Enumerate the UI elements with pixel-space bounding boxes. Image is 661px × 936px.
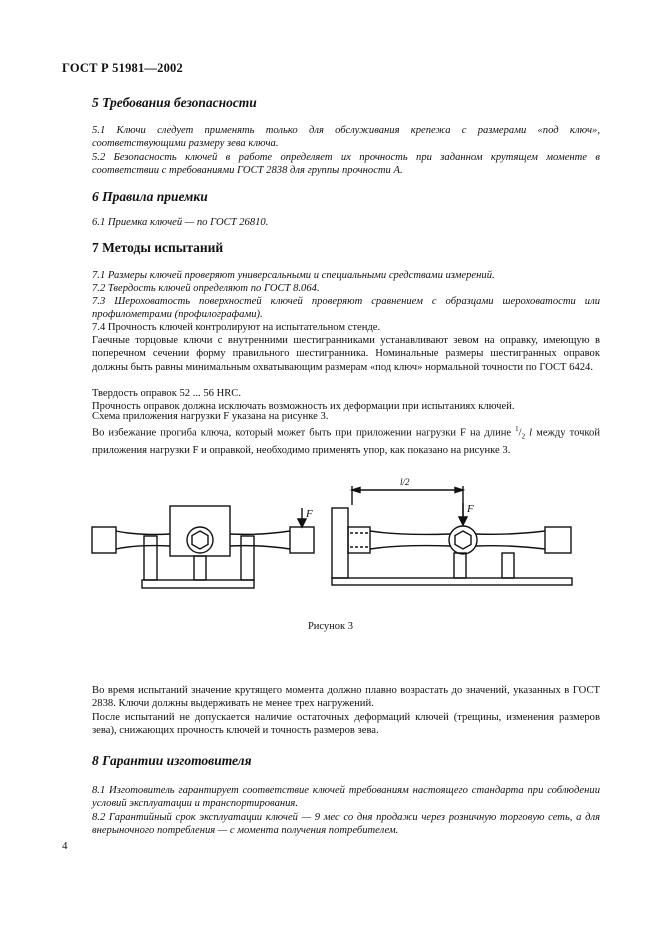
force-label-right: F (467, 503, 474, 515)
para-7-4-scheme: Схема приложения нагрузки F указана на рисунке 3. (92, 411, 329, 422)
para-6-1: 6.1 Приемка ключей — по ГОСТ 26810. (92, 217, 269, 228)
avoid-text-b: между точкой приложения нагрузки F и оправкой, необходимо применять упор, как показано на рисунке 3. (92, 427, 601, 457)
force-label-left: F (306, 508, 313, 520)
page-number: 4 (62, 840, 68, 852)
fraction-denominator: 2 (521, 432, 526, 441)
para-5-1: 5.1 Ключи следует применять только для обслуживания крепежа с размерами «под ключ», соответствующими размеру зева ключа. (92, 125, 600, 150)
document-header: ГОСТ Р 51981—2002 (62, 61, 183, 75)
para-7-deform: После испытаний не допускается наличие остаточных деформаций ключей (трещины, изменения размеров зева), снижающих прочность ключей и точность размеров зева. (92, 712, 600, 737)
para-7-4-strength: Прочность оправок должна исключать возможность их деформации при испытаниях ключей. (92, 401, 515, 412)
right-stand-view (332, 486, 572, 585)
para-8-1: 8.1 Изготовитель гарантирует соответствие ключей требованиям настоящего стандарта при соблюдении условий эксплуатации и транспортирования. (92, 785, 600, 810)
para-5-2: 5.2 Безопасность ключей в работе определяет их прочность при заданном крутящем моменте в соответствии с требованиями ГОСТ 2838 для группы прочности А. (92, 152, 600, 177)
figure-caption: Рисунок 3 (307, 621, 354, 632)
fraction-numerator: 1 (515, 425, 519, 433)
para-7-2: 7.2 Твердость ключей определяют по ГОСТ 8.064. (92, 283, 320, 294)
section-8-title: 8 Гарантии изготовителя (92, 753, 252, 768)
left-stand-view (92, 506, 314, 588)
para-7-4-hardness: Твердость оправок 52 ... 56 HRC. (92, 388, 242, 399)
para-7-4: 7.4 Прочность ключей контролируют на испытательном стенде. (92, 322, 381, 333)
length-var: l (529, 427, 533, 439)
para-7-torque: Во время испытаний значение крутящего момента должно плавно возрастать до значений, указанных в ГОСТ 2838. Ключи должны выдерживать не менее трех нагружений. (92, 685, 600, 710)
dimension-label: l/2 (400, 477, 410, 487)
para-7-3: 7.3 Шероховатость поверхностей ключей проверяют сравнением с образцами шероховатости или профилометрами (профилографами). (92, 296, 600, 321)
avoid-text-a: Во избежание прогиба ключа, который может быть при приложении нагрузки F на длине (92, 427, 516, 439)
section-7-title: 7 Методы испытаний (92, 240, 224, 255)
para-7-4-hex: Гаечные торцовые ключи с внутренними шестигранниками устанавливают зевом на оправку, имеющую в поперечном сечении форму правильного шестигранника. Номинальные размеры шестигранных оправок должны быть равны минимальным охватывающим размерам «под ключ» нормальной точности по ГОСТ 6424. (92, 335, 600, 373)
section-5-title: 5 Требования безопасности (92, 95, 257, 110)
para-8-2: 8.2 Гарантийный срок эксплуатации ключей — 9 мес со дня продажи через розничную торговую сеть, а для внерыночного потребления — с момента получения потребителем. (92, 812, 600, 837)
para-7-1: 7.1 Размеры ключей проверяют универсальными и специальными средствами измерений. (92, 270, 495, 281)
section-6-title: 6 Правила приемки (92, 189, 208, 204)
para-7-4-avoid: Во избежание прогиба ключа, который может быть при приложении нагрузки F на длине $^1/_2$ l между точкой приложения нагрузки F и оправкой, необходимо применять упор, как показано на рисунке 3. (92, 425, 601, 457)
